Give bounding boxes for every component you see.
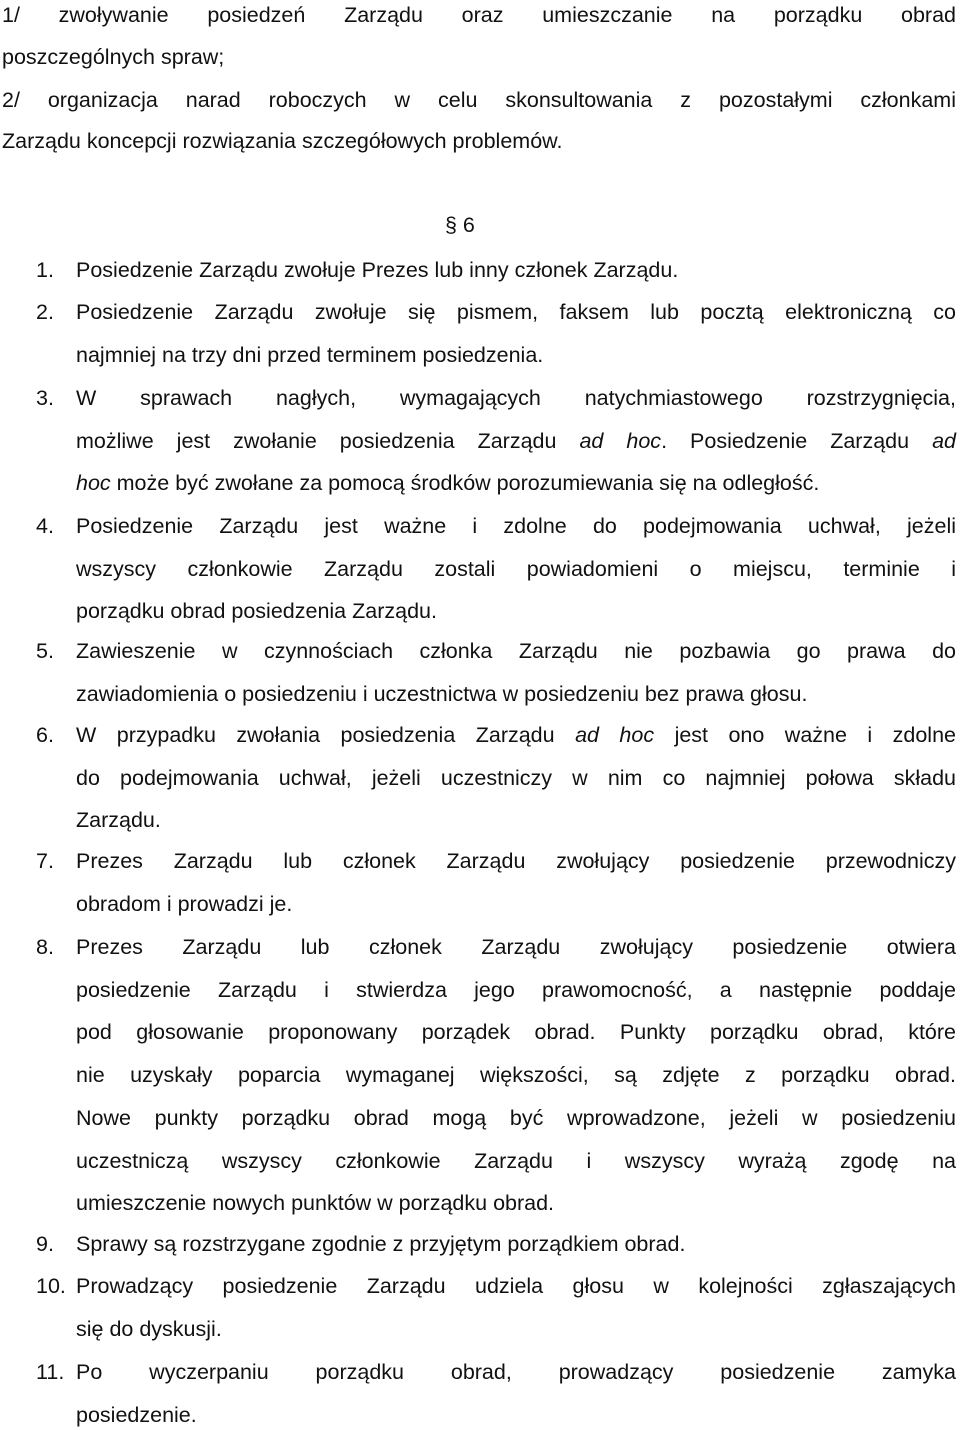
list-item-text-line bbox=[76, 1314, 956, 1344]
text-segment: W przypadku zwołania posiedzenia Zarządu bbox=[76, 723, 576, 747]
text-segment: może być zwołane za pomocą środków porozumiewania się na odległość. bbox=[110, 471, 820, 495]
list-item-number: 4. bbox=[36, 514, 54, 538]
text-segment: Posiedzenie Zarządu zwołuje się pismem, faksem lub pocztą elektroniczną co bbox=[76, 300, 956, 324]
text-segment: Zarządu. bbox=[76, 808, 161, 832]
list-item-number: 2. bbox=[36, 300, 54, 324]
text-segment: Nowe punkty porządku obrad mogą być wprowadzone, jeżeli w posiedzeniu bbox=[76, 1106, 956, 1130]
list-item-number: 7. bbox=[36, 849, 54, 873]
list-item-text-line bbox=[76, 1357, 956, 1387]
text-segment: najmniej na trzy dni przed terminem posiedzenia. bbox=[76, 343, 544, 367]
text-segment: możliwe jest zwołanie posiedzenia Zarządu bbox=[76, 429, 580, 453]
list-item-text-line bbox=[76, 763, 956, 793]
list-item-number: 9. bbox=[36, 1232, 54, 1256]
text-segment: uczestniczą wszyscy członkowie Zarządu i wszyscy wyrażą zgodę na bbox=[76, 1149, 956, 1173]
list-item-text-line bbox=[76, 1146, 956, 1176]
list-item-text-line bbox=[76, 932, 956, 962]
text-segment: się do dyskusji. bbox=[76, 1317, 222, 1341]
text-segment: W sprawach nagłych, wymagających natychmiastowego rozstrzygnięcia, bbox=[76, 386, 956, 410]
list-item-text-line bbox=[76, 1060, 956, 1090]
list-item-text-line bbox=[76, 720, 956, 750]
list-item-text-line bbox=[76, 889, 956, 919]
text-segment: nie uzyskały poparcia wymaganej większości, są zdjęte z porządku obrad. bbox=[76, 1063, 956, 1087]
list-item-text-line bbox=[76, 297, 956, 327]
list-item-text-line bbox=[76, 1229, 956, 1259]
section-heading: § 6 bbox=[445, 213, 475, 237]
text-segment: Zawieszenie w czynnościach członka Zarządu nie pozbawia go prawa do bbox=[76, 639, 956, 663]
text-segment: obradom i prowadzi je. bbox=[76, 892, 293, 916]
list-item-number: 1. bbox=[36, 258, 54, 282]
list-item-text-line bbox=[76, 1271, 956, 1301]
intro-line: poszczególnych spraw; bbox=[2, 45, 225, 69]
text-segment: zawiadomienia o posiedzeniu i uczestnictwa w posiedzeniu bez prawa głosu. bbox=[76, 682, 808, 706]
text-segment: jest ono ważne i zdolne bbox=[654, 723, 957, 747]
list-item-text-line bbox=[76, 1188, 956, 1218]
italic-text: ad hoc bbox=[579, 429, 662, 453]
list-item-text-line bbox=[76, 805, 956, 835]
italic-text: ad bbox=[932, 429, 957, 453]
list-item-text-line bbox=[76, 468, 956, 498]
text-segment: wszyscy członkowie Zarządu zostali powiadomieni o miejscu, terminie i bbox=[76, 557, 956, 581]
list-item-text-line bbox=[76, 596, 956, 626]
text-segment: Prezes Zarządu lub członek Zarządu zwołujący posiedzenie otwiera bbox=[76, 935, 956, 959]
text-segment: Sprawy są rozstrzygane zgodnie z przyjętym porządkiem obrad. bbox=[76, 1232, 686, 1256]
text-segment: Posiedzenie Zarządu zwołuje Prezes lub inny członek Zarządu. bbox=[76, 258, 679, 282]
list-item-number: 11. bbox=[36, 1360, 65, 1384]
list-item-text-line bbox=[76, 511, 956, 541]
list-item-text-line bbox=[76, 636, 956, 666]
text-segment: porządku obrad posiedzenia Zarządu. bbox=[76, 599, 437, 623]
list-item-text-line bbox=[76, 1400, 956, 1430]
text-segment: posiedzenie. bbox=[76, 1403, 197, 1427]
list-item-text-line bbox=[76, 679, 956, 709]
text-segment: pod głosowanie proponowany porządek obrad. Punkty porządku obrad, które bbox=[76, 1020, 956, 1044]
list-item-number: 8. bbox=[36, 935, 54, 959]
list-item-text-line bbox=[76, 1103, 956, 1133]
text-segment: . Posiedzenie Zarządu bbox=[661, 429, 933, 453]
list-item-number: 3. bbox=[36, 386, 54, 410]
text-segment: Prezes Zarządu lub członek Zarządu zwołujący posiedzenie przewodniczy bbox=[76, 849, 956, 873]
list-item-text-line bbox=[76, 1017, 956, 1047]
intro-line: Zarządu koncepcji rozwiązania szczegółowych problemów. bbox=[2, 129, 563, 153]
list-item-text-line bbox=[76, 975, 956, 1005]
list-item-text-line bbox=[76, 846, 956, 876]
text-segment: Prowadzący posiedzenie Zarządu udziela głosu w kolejności zgłaszających bbox=[76, 1274, 956, 1298]
list-item-text-line bbox=[76, 383, 956, 413]
text-segment: Po wyczerpaniu porządku obrad, prowadzący posiedzenie zamyka bbox=[76, 1360, 956, 1384]
italic-text: ad hoc bbox=[575, 723, 655, 747]
intro-line: 2/ organizacja narad roboczych w celu skonsultowania z pozostałymi członkami bbox=[2, 88, 956, 112]
text-segment: Posiedzenie Zarządu jest ważne i zdolne do podejmowania uchwał, jeżeli bbox=[76, 514, 956, 538]
list-item-number: 5. bbox=[36, 639, 54, 663]
text-segment: do podejmowania uchwał, jeżeli uczestniczy w nim co najmniej połowa składu bbox=[76, 766, 956, 790]
text-segment: posiedzenie Zarządu i stwierdza jego prawomocność, a następnie poddaje bbox=[76, 978, 956, 1002]
list-item-number: 10. bbox=[36, 1274, 66, 1298]
list-item-text-line bbox=[76, 426, 956, 456]
italic-text: hoc bbox=[76, 471, 111, 495]
list-item-text-line bbox=[76, 554, 956, 584]
list-item-text-line bbox=[76, 255, 956, 285]
list-item-number: 6. bbox=[36, 723, 54, 747]
list-item-text-line bbox=[76, 340, 956, 370]
intro-line: 1/ zwoływanie posiedzeń Zarządu oraz umieszczanie na porządku obrad bbox=[2, 3, 956, 27]
text-segment: umieszczenie nowych punktów w porządku obrad. bbox=[76, 1191, 555, 1215]
